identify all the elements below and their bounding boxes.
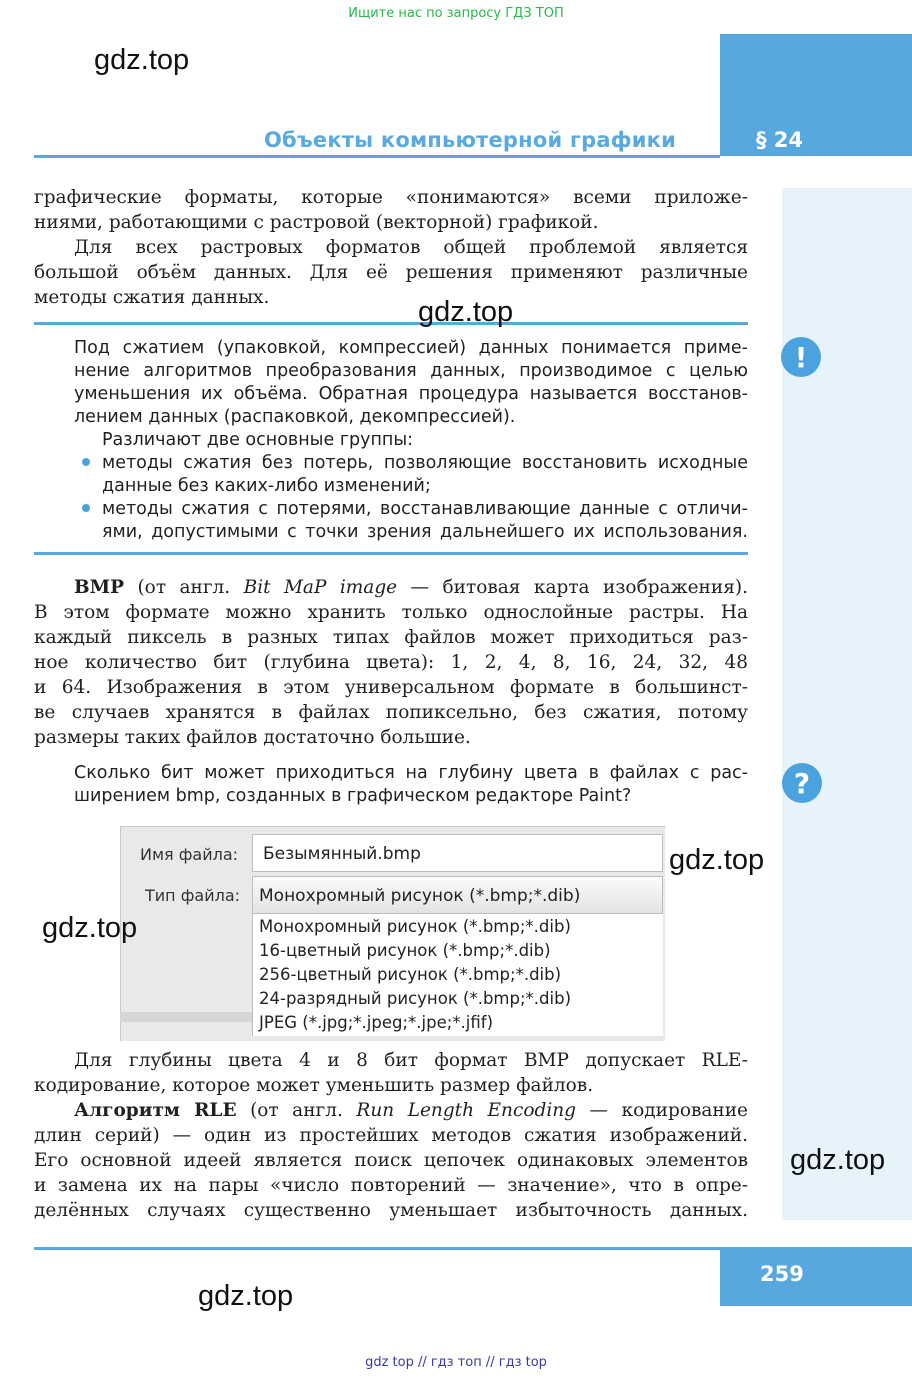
definition-top-rule	[34, 322, 748, 325]
text-line: ве случаев хранятся в файлах попиксельно, без сжатия, потому	[34, 702, 748, 723]
text-line: длин серий) — один из простейших методов сжатия изображений.	[34, 1125, 748, 1146]
groups-intro: Различают две основные группы:	[102, 430, 414, 450]
text-span: — битовая карта изображения).	[397, 577, 748, 598]
watermark: gdz.top	[198, 1280, 294, 1312]
footer-band	[720, 1247, 912, 1306]
text-line: методы сжатия данных.	[34, 287, 270, 308]
header-rule	[34, 155, 720, 158]
exclamation-icon: !	[781, 337, 821, 377]
question-icon: ?	[782, 763, 822, 803]
filename-value: Безымянный.bmp	[263, 844, 421, 864]
text-line: и 64. Изображения в этом универсальном формате в большинст-	[34, 677, 748, 698]
filetype-dropdown-list	[252, 914, 663, 1036]
text-line	[34, 1098, 748, 1123]
italic-term: Bit MaP image	[243, 577, 398, 598]
top-notice: Ищите нас по запросу ГДЗ ТОП	[348, 6, 564, 21]
text-line: Его основной идеей является поиск цепочек одинаковых элементов	[34, 1150, 748, 1171]
text-line: кодирование, которое может уменьшить размер файлов.	[34, 1075, 594, 1096]
filetype-option[interactable]: 24-разрядный рисунок (*.bmp;*.dib)	[259, 989, 572, 1008]
filetype-option[interactable]: 16-цветный рисунок (*.bmp;*.dib)	[259, 941, 551, 960]
watermark: gdz.top	[669, 844, 765, 876]
text-line: размеры таких файлов достаточно большие.	[34, 727, 471, 748]
filetype-select[interactable]	[252, 876, 663, 914]
text-line: В этом формате можно хранить только однослойные растры. На	[34, 602, 748, 623]
text-line: делённых случаях существенно уменьшает избыточность данных.	[34, 1200, 748, 1221]
page-number: 259	[760, 1262, 804, 1286]
filetype-label: Тип файла:	[145, 886, 241, 905]
bullet-text: методы сжатия с потерями, восстанавливающие данные с отличи-	[102, 499, 748, 519]
text-line: Для глубины цвета 4 и 8 бит формат BMP допускает RLE-	[74, 1050, 748, 1071]
filetype-option[interactable]: 256-цветный рисунок (*.bmp;*.dib)	[259, 965, 562, 984]
bullet-text: данные без каких-либо изменений;	[102, 476, 431, 496]
watermark: gdz.top	[418, 296, 514, 328]
text-line: нение алгоритмов преобразования данных, производимое с целью	[74, 361, 748, 381]
italic-term: Run Length Encoding	[356, 1100, 576, 1121]
question-block	[74, 762, 748, 808]
filename-input[interactable]	[252, 834, 663, 872]
bullet-dot	[82, 504, 90, 512]
text-span: (от англ.	[236, 1100, 357, 1121]
definition-bottom-rule	[34, 552, 748, 555]
text-line: большой объём данных. Для её решения применяют различные	[34, 262, 748, 283]
chapter-title: Объекты компьютерной графики	[264, 128, 677, 152]
text-line: ширением bmp, созданных в графическом редакторе Paint?	[74, 786, 632, 806]
watermark: gdz.top	[94, 44, 190, 76]
text-line: уменьшения их объёма. Обратная процедура называется восстанов-	[74, 384, 748, 404]
bullet-text: методы сжатия без потерь, позволяющие восстановить исходные	[102, 453, 748, 473]
paragraph-number: § 24	[756, 128, 804, 152]
filetype-value: Монохромный рисунок (*.bmp;*.dib)	[259, 886, 581, 906]
term-bmp: BMP	[74, 577, 125, 598]
term-rle: Алгоритм RLE	[74, 1100, 237, 1121]
bullet-dot	[82, 458, 90, 466]
header-band	[720, 34, 912, 156]
dialog-bottom-strip	[120, 1012, 252, 1022]
footer-rule	[34, 1247, 720, 1250]
bullet-text: ями, допустимыми с точки зрения дальнейшего их использования.	[102, 522, 748, 542]
text-line: Под сжатием (упаковкой, компрессией) данных понимается приме-	[74, 338, 748, 358]
watermark: gdz.top	[42, 912, 138, 944]
text-line: графические форматы, которые «понимаются» всеми приложе-	[34, 187, 748, 208]
intro-paragraph	[34, 185, 748, 310]
watermark: gdz.top	[790, 1144, 886, 1176]
text-line: Сколько бит может приходиться на глубину цвета в файлах с рас-	[74, 763, 748, 783]
text-span: — кодирование	[576, 1100, 749, 1121]
filename-label: Имя файла:	[140, 845, 239, 864]
text-line: лением данных (распаковкой, декомпрессией).	[74, 407, 516, 427]
bmp-paragraph	[34, 575, 748, 750]
footer-notice: gdz top // гдз топ // гдз top	[365, 1355, 547, 1370]
rle-paragraph	[34, 1098, 748, 1223]
filetype-option[interactable]: JPEG (*.jpg;*.jpeg;*.jpe;*.jfif)	[259, 1013, 494, 1032]
text-line: и замена их на пары «число повторений — значение», что в опре-	[34, 1175, 748, 1196]
text-line: ное количество бит (глубина цвета): 1, 2, 4, 8, 16, 24, 32, 48	[34, 652, 748, 673]
text-line: каждый пиксель в разных типах файлов может приходиться раз-	[34, 627, 748, 648]
text-line: Для всех растровых форматов общей проблемой является	[74, 237, 748, 258]
filetype-option[interactable]: Монохромный рисунок (*.bmp;*.dib)	[259, 917, 571, 936]
rle-intro-paragraph	[34, 1048, 748, 1098]
definition-block	[74, 337, 748, 544]
text-line	[34, 575, 748, 600]
text-line: ниями, работающими с растровой (векторной) графикой.	[34, 212, 599, 233]
text-span: (от англ.	[124, 577, 244, 598]
